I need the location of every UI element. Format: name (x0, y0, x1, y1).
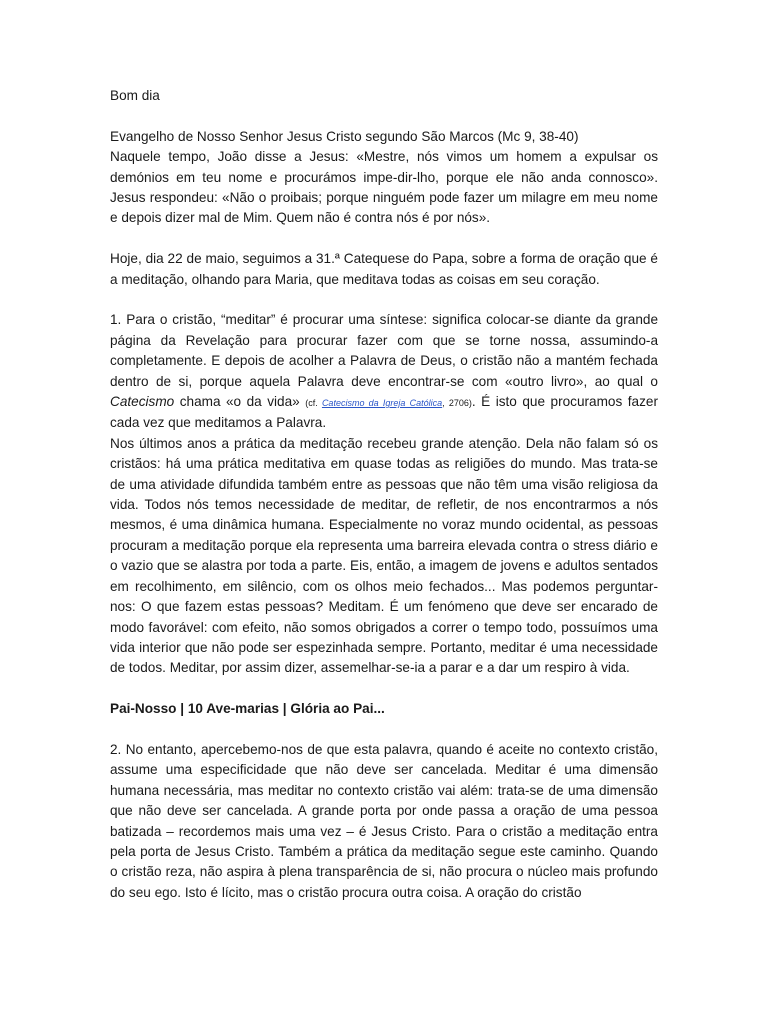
document-page (110, 86, 658, 903)
section1-paragraph (110, 310, 658, 433)
intro-paragraph: Hoje, dia 22 de maio, seguimos a 31.ª Catequese do Papa, sobre a forma de oração que é a meditação, olhando para Maria, que meditava todas as coisas em seu coração. (110, 251, 658, 287)
section1-text-c: . É isto que procuramos fazer cada vez que meditamos a Palavra. (110, 394, 658, 431)
paragraph-gap (110, 290, 658, 310)
paragraph-gap (110, 106, 658, 126)
paragraph-gap (110, 679, 658, 699)
section1-text-b: chama «o da vida» (174, 394, 306, 410)
greeting: Bom dia (110, 88, 160, 103)
citation-prefix: (cf. (305, 398, 322, 409)
gospel-heading: Evangelho de Nosso Senhor Jesus Cristo segundo São Marcos (Mc 9, 38-40) (110, 128, 579, 144)
gospel-body: Naquele tempo, João disse a Jesus: «Mestre, nós vimos um homem a expulsar os demónios em teu nome e procurámos impe-dir-lho, porque ele não anda connosco». Jesus respondeu: «Não o proibais; porque ninguém pode fazer um milagre em meu nome e depois dizer mal de Mim. Quem não é contra nós é por nós». (110, 149, 658, 226)
section1-text-a: 1. Para o cristão, “meditar” é procurar uma síntese: significa colocar-se diante da grande página da Revelação para procurar fazer com que se torne nossa, assumindo-a completamente. E depois de acolher a Palavra de Deus, o cristão não a mantém fechada dentro de si, porque aquela Palavra deve encontrar-se com «outro livro», ao qual o (110, 312, 658, 389)
prayer-line: Pai-Nosso | 10 Ave-marias | Glória ao Pai... (110, 701, 385, 717)
section1-paragraph-2: Nos últimos anos a prática da meditação recebeu grande atenção. Dela não falam só os cristãos: há uma prática meditativa em quase todas as religiões do mundo. Mas trata-se de uma atividade difundida também entre as pessoas que não têm uma visão religiosa da vida. Todos nós temos necessidade de meditar, de refletir, de nos encontrarmos a nós mesmos, é uma dinâmica humana. Especialmente no voraz mundo ocidental, as pessoas procuram a meditação porque ela representa uma barreira elevada contra o stress diário e o vazio que se alastra por toda a parte. Eis, então, a imagem de jovens e adultos sentados em recolhimento, em silêncio, com os olhos meio fechados... Mas podemos perguntar-nos: O que fazem estas pessoas? Meditam. É um fenómeno que deve ser encarado de modo favorável: com efeito, não somos obrigados a correr o tempo todo, possuímos uma vida interior que não pode ser espezinhada sempre. Portanto, meditar é uma necessidade de todos. Meditar, por assim dizer, assemelhar-se-ia a parar e a dar um respiro à vida. (110, 435, 658, 676)
paragraph-gap (110, 229, 658, 249)
citation-suffix: , 2706) (442, 398, 472, 409)
catecismo-word: Catecismo (110, 394, 175, 410)
catecismo-link[interactable]: Catecismo da Igreja Católica (321, 398, 443, 409)
section2-paragraph: 2. No entanto, apercebemo-nos de que esta palavra, quando é aceite no contexto cristão, assume uma especificidade que não deve ser cancelada. Meditar é uma dimensão humana necessária, mas meditar no contexto cristão vai além: trata-se de uma dimensão que não deve ser cancelada. A grande porta por onde passa a oração de uma pessoa batizada – recordemos mais uma vez – é Jesus Cristo. Para o cristão a meditação entra pela porta de Jesus Cristo. Também a prática da meditação segue este caminho. Quando o cristão reza, não aspira à plena transparência de si, não procura o núcleo mais profundo do seu ego. Isto é lícito, mas o cristão procura outra coisa. A oração do cristão (110, 741, 658, 900)
paragraph-gap (110, 720, 658, 740)
